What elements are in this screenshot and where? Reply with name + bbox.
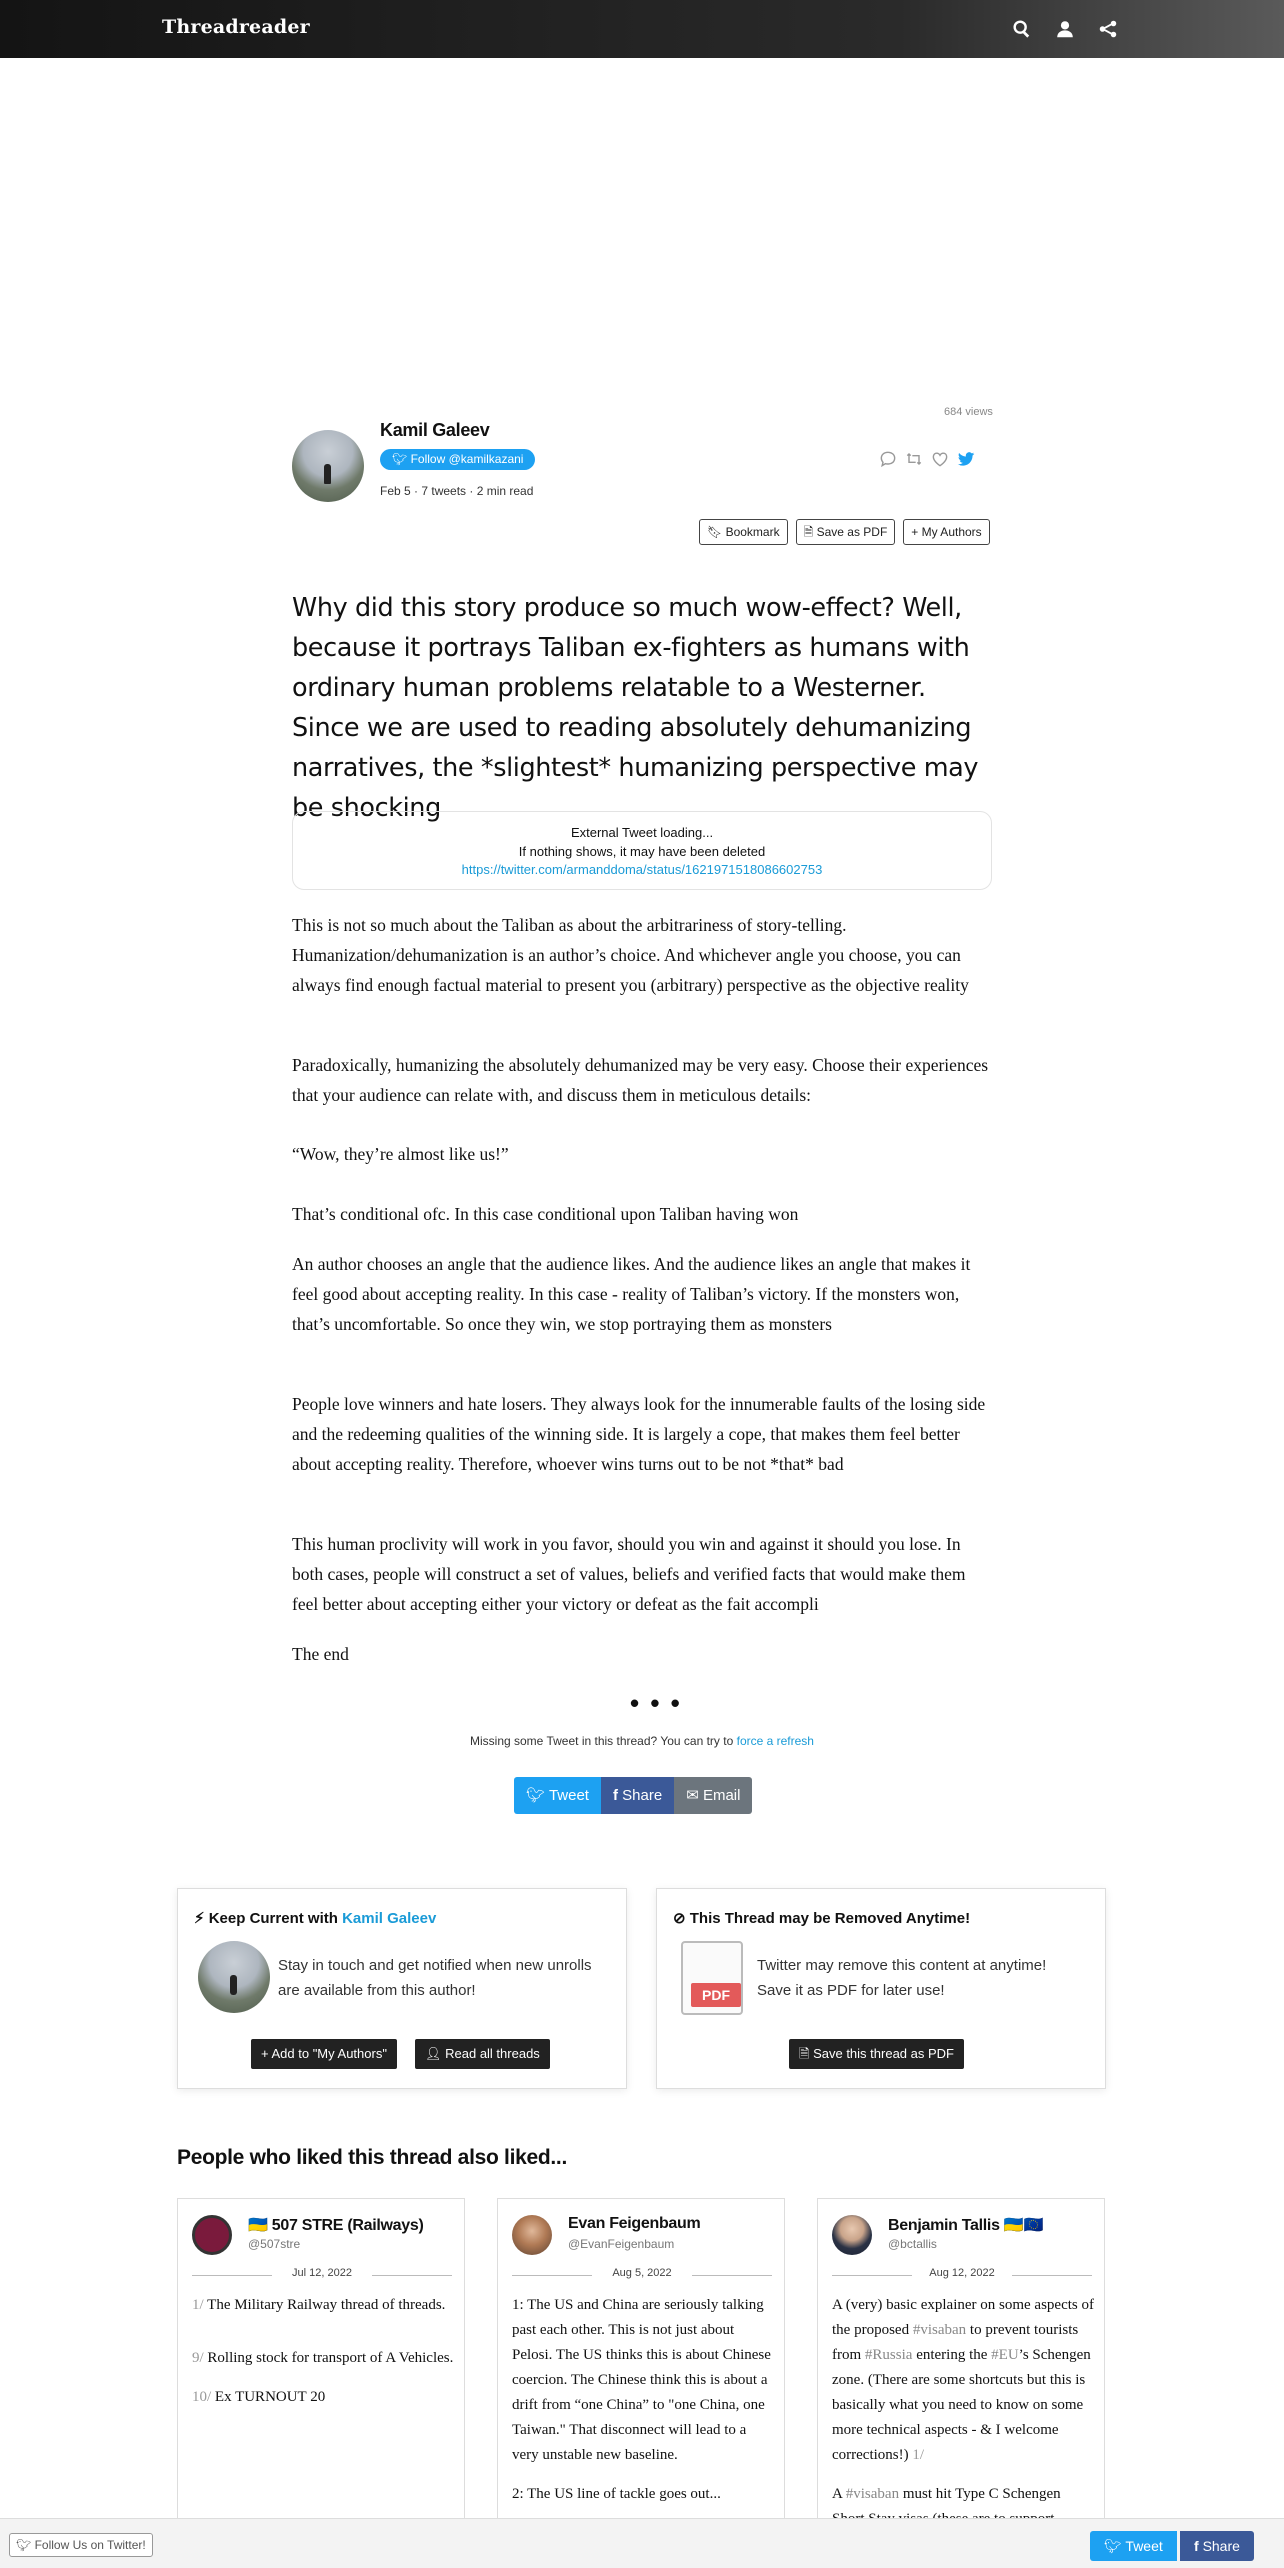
follow-button[interactable]: 🐦︎ Follow @kamilkazani: [380, 449, 535, 470]
bottom-share-button[interactable]: f Share: [1180, 2531, 1254, 2561]
removal-warning-title: ⊘ This Thread may be Removed Anytime!: [673, 1910, 971, 1927]
tweet-actions: [878, 449, 976, 469]
external-tweet-link[interactable]: https://twitter.com/armanddoma/status/1621971518086602753: [461, 862, 823, 877]
tweet-share-button[interactable]: 🐦︎ Tweet: [514, 1777, 601, 1814]
rec-author-handle: @EvanFeigenbaum: [568, 2237, 675, 2251]
view-count: 684 views: [944, 406, 993, 418]
removal-warning-text: Twitter may remove this content at anytime! Save it as PDF for later use!: [757, 1957, 1047, 1999]
file-icon: 🗎: [803, 525, 817, 539]
twitter-icon: 🐦︎: [392, 452, 411, 466]
recommended-thread-card[interactable]: [177, 2198, 465, 2568]
thread-paragraph: This is not so much about the Taliban as about the arbitrariness of story-telling. Humanization/dehumanization is an author’s choice. And whichever angle you choose, you can always find enough factual material to present you (arbitrary) perspective as the objective reality: [292, 915, 969, 995]
brand-logo[interactable]: Threadreader: [162, 16, 310, 38]
twitter-icon: 🐦︎: [526, 1787, 549, 1804]
author-name[interactable]: Kamil Galeev: [380, 420, 490, 440]
author-link[interactable]: Kamil Galeev: [342, 1910, 437, 1927]
also-liked-heading: People who liked this thread also liked...: [177, 2146, 567, 2169]
rec-excerpt: 1: The US and China are seriously talking past each other. This is not just about Pelosi. The US thinks this is about Chinese coercion. The Chinese think this is about a drift from “one China” to "one China, one Taiwan." That disconnect will lead to a very unstable new baseline. 2: The US line of tackle goes out...: [512, 2297, 771, 2502]
rec-author-name[interactable]: 🇺🇦 507 STRE (Railways): [248, 2217, 424, 2234]
facebook-share-button[interactable]: f Share: [601, 1777, 674, 1814]
thread-paragraph: This human proclivity will work in you favor, should you win and against it should you lose. In both cases, people will construct a set of values, beliefs and verified facts that would make them feel better about accepting either your victory or defeat as the fait accompli: [292, 1534, 966, 1614]
pdf-icon: PDF: [681, 1941, 743, 2015]
thread-paragraph: That’s conditional ofc. In this case conditional upon Taliban having won: [292, 1204, 799, 1224]
thread-end-dots: • • •: [630, 1688, 682, 1718]
file-icon: 🗎: [799, 2046, 814, 2061]
recommended-thread-card[interactable]: [497, 2198, 785, 2568]
rec-author-name[interactable]: Benjamin Tallis 🇺🇦🇪🇺: [888, 2217, 1044, 2234]
thread-paragraph: Paradoxically, humanizing the absolutely dehumanized may be very easy. Choose their experiences that your audience can relate with, and discuss them in meticulous details:: [292, 1055, 989, 1105]
external-tweet-note: If nothing shows, it may have been deleted: [518, 843, 766, 859]
bolt-icon: ⚡︎: [194, 1910, 205, 1927]
rec-author-handle: @bctallis: [888, 2237, 937, 2251]
share-icon[interactable]: [1097, 18, 1119, 40]
email-share-button[interactable]: ✉ Email: [674, 1777, 752, 1814]
plus-icon: +: [261, 2046, 272, 2061]
rec-avatar[interactable]: [512, 2215, 552, 2255]
save-pdf-button[interactable]: 🗎 Save as PDF: [796, 519, 896, 545]
user-icon: 👤︎: [425, 2046, 446, 2061]
read-all-threads-button[interactable]: 👤︎ Read all threads: [415, 2039, 550, 2069]
rec-date: Jul 12, 2022: [192, 2267, 452, 2279]
thread-paragraph: People love winners and hate losers. They always look for the innumerable faults of the losing side and the redeeming qualities of the winning side. It is largely a cope, that makes them feel better about accepting reality. Therefore, whoever wins turns out to be not *that* bad: [292, 1394, 986, 1474]
thread-paragraph: An author chooses an angle that the audience likes. And the audience likes an angle that makes it feel good about accepting reality. In this case - reality of Taliban’s victory. If the monsters won, that’s uncomfortable. So once they win, we stop portraying them as monsters: [292, 1254, 971, 1334]
rec-author-name[interactable]: Evan Feigenbaum: [568, 2215, 701, 2232]
bookmark-button[interactable]: 🔖︎ Bookmark: [699, 519, 788, 545]
twitter-icon: 🐦︎: [1104, 2538, 1126, 2554]
add-to-my-authors-button[interactable]: + Add to "My Authors": [251, 2039, 397, 2069]
hashtag-link[interactable]: #visaban: [845, 2486, 900, 2502]
recommended-thread-card[interactable]: [817, 2198, 1105, 2568]
reply-icon[interactable]: [878, 449, 898, 469]
force-refresh-link[interactable]: force a refresh: [736, 1734, 814, 1748]
user-icon[interactable]: [1054, 18, 1076, 40]
keep-current-title: ⚡︎ Keep Current with Kamil Galeev: [194, 1910, 437, 1927]
rec-date: Aug 12, 2022: [832, 2267, 1092, 2279]
author-avatar[interactable]: [292, 430, 364, 502]
author-avatar[interactable]: [198, 1941, 270, 2013]
header-buttons: [699, 519, 990, 545]
retweet-icon[interactable]: [904, 449, 924, 469]
top-navbar: [0, 0, 1284, 58]
plus-icon: +: [911, 525, 922, 539]
like-icon[interactable]: [930, 449, 950, 469]
keep-current-card: [177, 1888, 627, 2089]
keep-current-text: Stay in touch and get notified when new unrolls are available from this author!: [278, 1957, 592, 1999]
external-tweet-embed: [292, 811, 992, 890]
twitter-bird-icon[interactable]: [956, 449, 976, 469]
bottom-tweet-button[interactable]: 🐦︎ Tweet: [1090, 2531, 1177, 2561]
external-tweet-status: External Tweet loading...: [570, 825, 714, 840]
thread-paragraph: “Wow, they’re almost like us!”: [292, 1144, 509, 1164]
rec-date: Aug 5, 2022: [512, 2267, 772, 2279]
facebook-icon: f: [612, 1787, 623, 1804]
hashtag-link[interactable]: #Russia: [864, 2347, 913, 2363]
envelope-icon: ✉: [686, 1787, 703, 1804]
rec-excerpt: A (very) basic explainer on some aspects of the proposed #visaban to prevent tourists from #Russia entering the #EU’s Schengen zone. (There are some shortcuts but this is basically what you need to know on some more technical aspects - & I welcome corrections!) 1/ A #visaban must hit Type C Schengen: [832, 2297, 1094, 2502]
rec-avatar[interactable]: [832, 2215, 872, 2255]
thread-meta: Feb 5 · 7 tweets · 2 min read: [380, 484, 534, 498]
rec-excerpt: 1/ The Military Railway thread of threads. 9/ Rolling stock for transport of A Vehicles. 10/ Ex TURNOUT 20: [192, 2297, 454, 2405]
rec-avatar[interactable]: [192, 2215, 232, 2255]
missing-tweet-note: Missing some Tweet in this thread? You can try to force a refresh: [470, 1734, 814, 1748]
ban-icon: ⊘: [673, 1910, 686, 1927]
bottom-share-bar: [0, 2518, 1284, 2568]
removal-warning-card: [656, 1888, 1106, 2089]
thread-paragraph: The end: [292, 1644, 349, 1664]
hashtag-link[interactable]: #EU: [991, 2347, 1019, 2363]
search-icon[interactable]: [1011, 18, 1033, 40]
share-buttons: [514, 1777, 752, 1814]
my-authors-button[interactable]: + My Authors: [903, 519, 989, 545]
facebook-icon: f: [1194, 2538, 1203, 2554]
bookmark-icon: 🔖︎: [707, 525, 726, 539]
follow-us-button[interactable]: 🐦︎ Follow Us on Twitter!: [9, 2533, 153, 2557]
rec-author-handle: @507stre: [248, 2237, 301, 2251]
twitter-icon: 🐦︎: [16, 2538, 35, 2552]
hashtag-link[interactable]: #visaban: [912, 2322, 967, 2338]
save-thread-pdf-button[interactable]: 🗎 Save this thread as PDF: [789, 2039, 964, 2069]
thread-lead-tweet: Why did this story produce so much wow-effect? Well, because it portrays Taliban ex-fighters as humans with ordinary human problems relatable to a Westerner. Since we are used to reading absolutely dehumanizing narratives, the *slightest* humanizing perspective may be shocking: [292, 593, 979, 823]
